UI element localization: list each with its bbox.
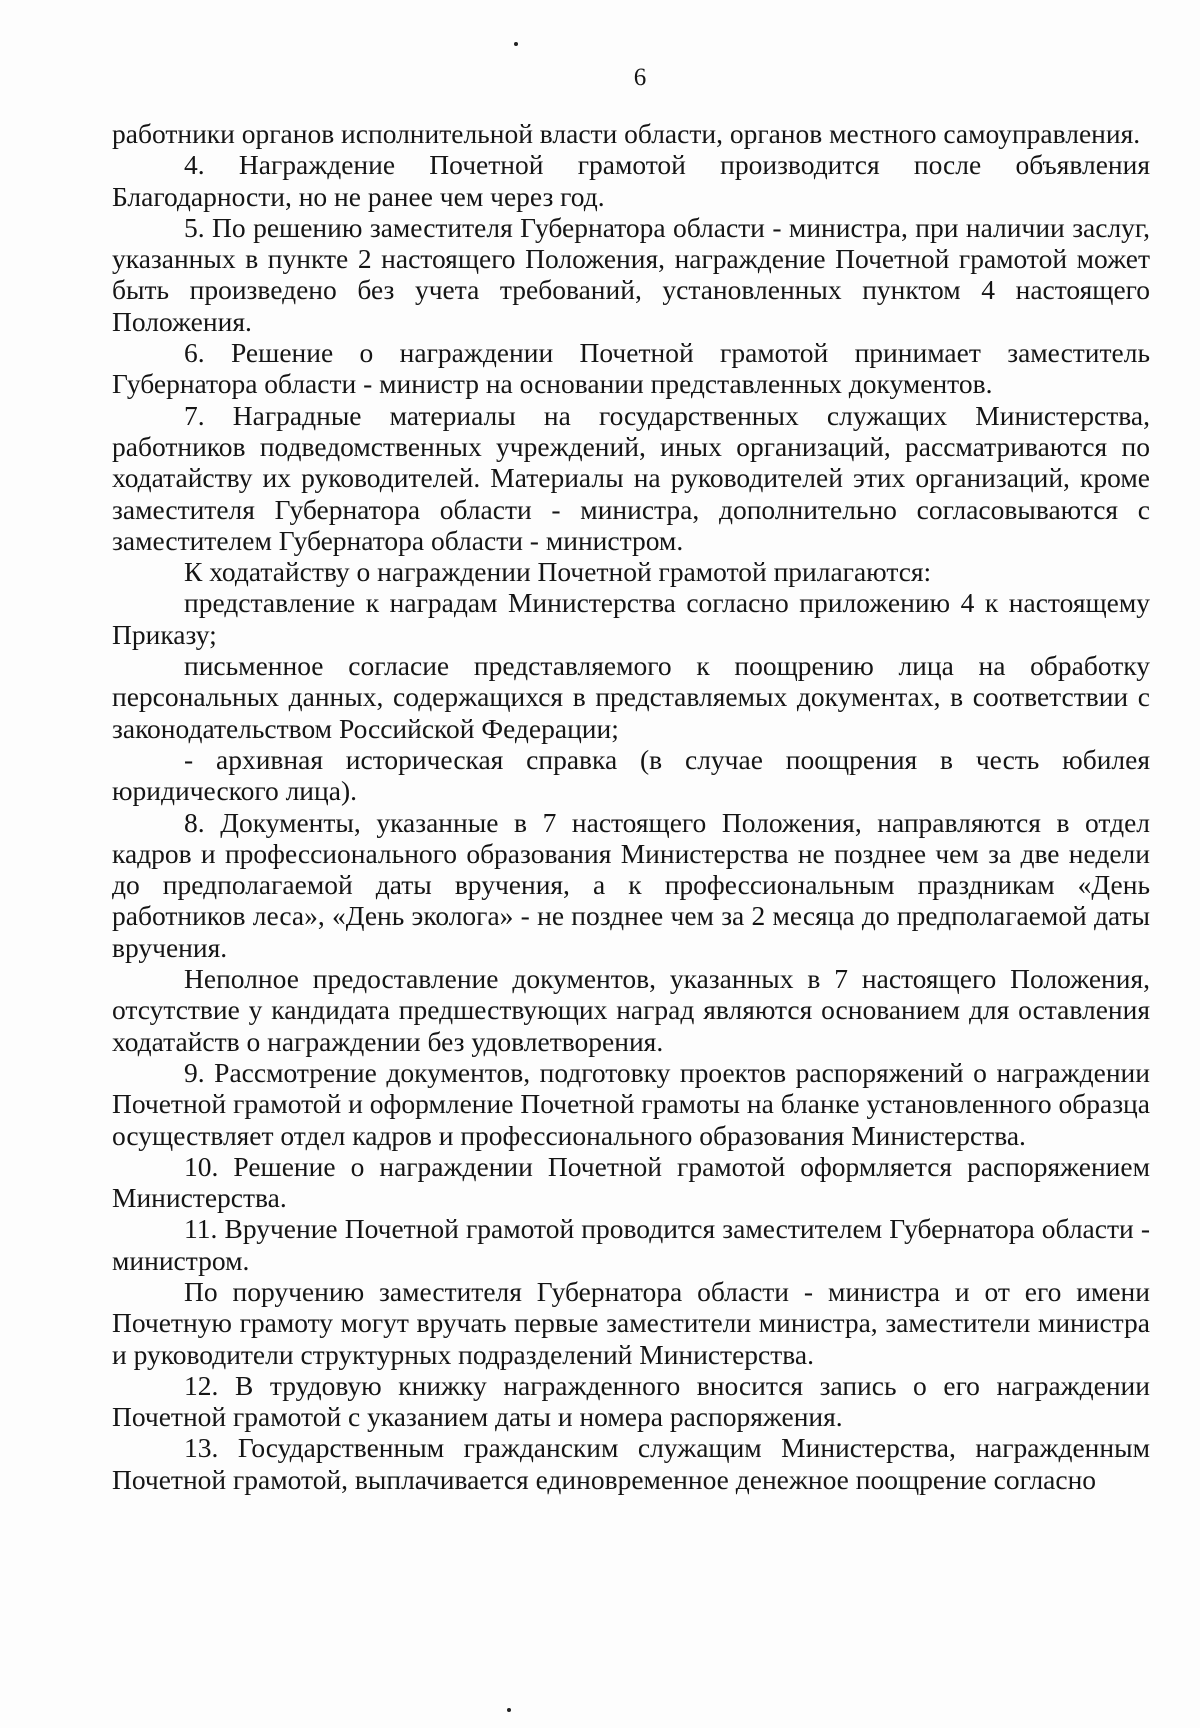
paragraph: По поручению заместителя Губернатора области - министра и от его имени Почетную грамоту могут вручать первые заместители министра, заместители министра и руководители структурных подразделений Министерства. <box>112 1275 1150 1370</box>
paragraph: 9. Рассмотрение документов, подготовку проектов распоряжений о награждении Почетной грамотой и оформление Почетной грамоты на бланке установленного образца осуществляет отдел кадров и профессионального образования Министерства. <box>112 1056 1150 1151</box>
paragraph: 5. По решению заместителя Губернатора области - министра, при наличии заслуг, указанных в пункте 2 настоящего Положения, награждение Почетной грамотой может быть произведено без учета требований, установленных пунктом 4 настоящего Положения. <box>112 211 1150 337</box>
paragraph: 4. Награждение Почетной грамотой производится после объявления Благодарности, но не ранее чем через год. <box>112 149 1150 212</box>
scan-speck <box>507 1708 511 1712</box>
page-number: 6 <box>633 64 647 91</box>
paragraph: Неполное предоставление документов, указанных в 7 настоящего Положения, отсутствие у кандидата предшествующих наград являются основанием для оставления ходатайств о награждении без удовлетворения. <box>112 963 1150 1057</box>
paragraph: письменное согласие представляемого к поощрению лица на обработку персональных данных, содержащихся в представляемых документах, в соответствии с законодательством Российской Федерации; <box>112 650 1150 744</box>
paragraph: 12. В трудовую книжку награжденного вносится запись о его награждении Почетной грамотой с указанием даты и номера распоряжения. <box>112 1369 1150 1433</box>
paragraph: К ходатайству о награждении Почетной грамотой прилагаются: <box>184 556 932 588</box>
document-body <box>112 118 1150 1495</box>
paragraph: 13. Государственным гражданским служащим Министерства, награжденным Почетной грамотой, выплачивается единовременное денежное поощрение согласно <box>112 1432 1150 1495</box>
paragraph: 6. Решение о награждении Почетной грамотой принимает заместитель Губернатора области - министр на основании представленных документов. <box>112 337 1150 400</box>
paragraph: 10. Решение о награждении Почетной грамотой оформляется распоряжением Министерства. <box>112 1150 1150 1214</box>
paragraph: работники органов исполнительной власти области, органов местного самоуправления. <box>112 118 1141 149</box>
paragraph: 8. Документы, указанные в 7 настоящего Положения, направляются в отдел кадров и профессионального образования Министерства не позднее чем за две недели до предполагаемой даты вручения, а к профессиональным праздникам «День работников леса», «День эколога» - не позднее чем за 2 месяца до предполагаемой даты вручения. <box>112 806 1150 963</box>
paragraph: представление к наградам Министерства согласно приложению 4 к настоящему Приказу; <box>112 587 1150 650</box>
paragraph: 7. Наградные материалы на государственных служащих Министерства, работников подведомственных учреждений, иных организаций, рассматриваются по ходатайству их руководителей. Материалы на руководителей этих организаций, кроме заместителя Губернатора области - министра, дополнительно согласовываются с заместителем Губернатора области - министром. <box>112 399 1150 556</box>
paragraph: - архивная историческая справка (в случае поощрения в честь юбилея юридического лица). <box>112 743 1150 807</box>
scan-speck <box>514 42 518 46</box>
paragraph: 11. Вручение Почетной грамотой проводится заместителем Губернатора области - министром. <box>112 1213 1150 1276</box>
